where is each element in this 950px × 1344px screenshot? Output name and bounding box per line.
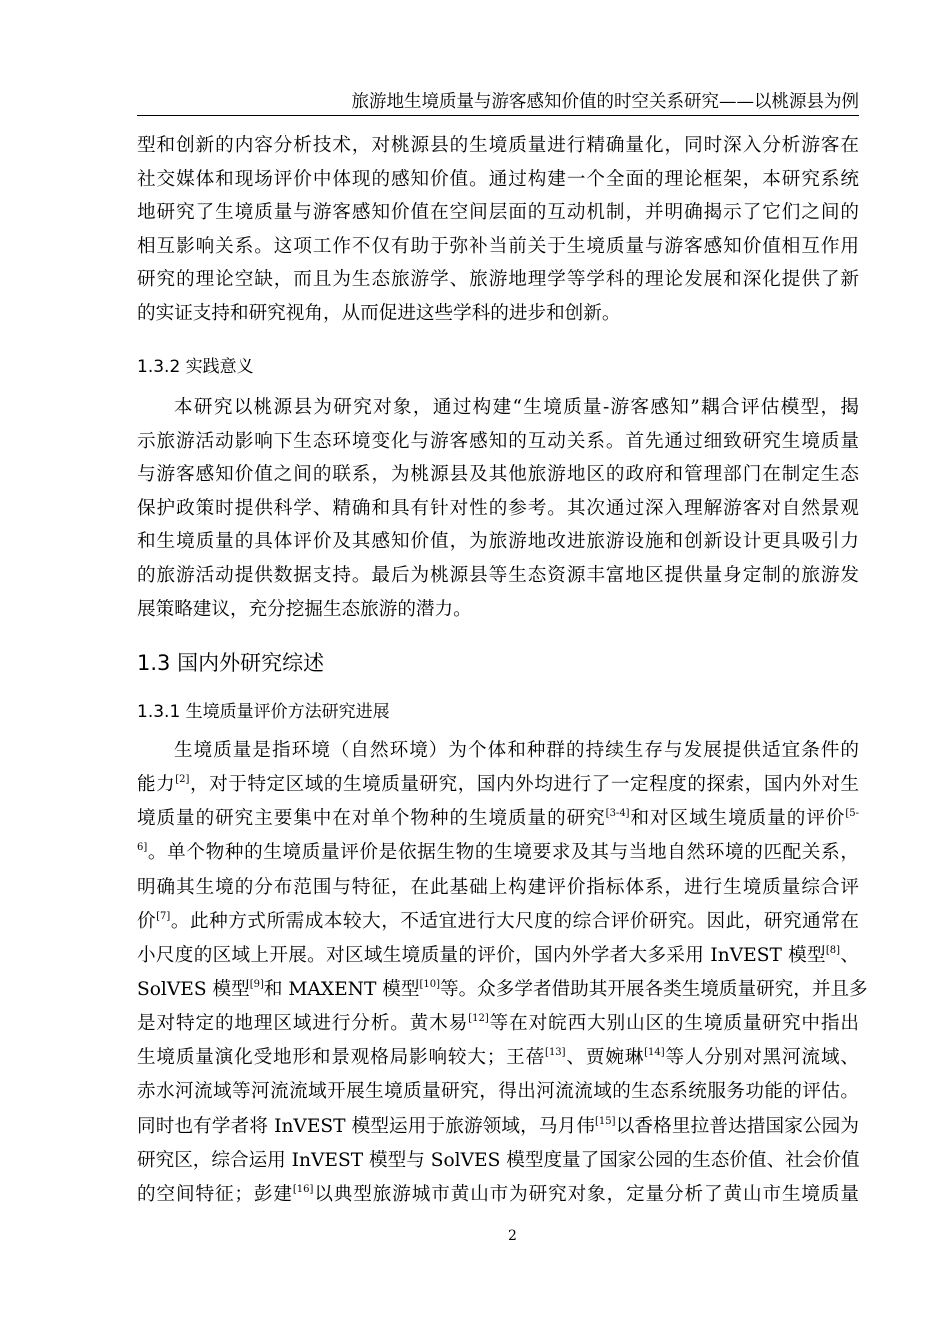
text-segment: 、 (840, 944, 859, 966)
text-line (137, 734, 859, 768)
text-line (137, 905, 859, 939)
text-line (137, 1110, 859, 1144)
text-line (137, 1178, 859, 1212)
text-segment: SolVES 模型 (137, 978, 250, 1000)
text-line (137, 297, 859, 331)
text-line (137, 196, 859, 230)
citation-superscript: [14] (644, 1047, 665, 1059)
text-line (137, 939, 859, 973)
text-segment: 等。众多学者借助其开展各类生境质量研究，并且多 (439, 978, 868, 1000)
citation-superscript: [5- (845, 808, 859, 820)
text-line (137, 391, 859, 425)
text-segment: 生境质量是指环境（自然环境）为个体和种群的持续生存与发展提供适宜条件的 (174, 740, 859, 761)
text-line (137, 230, 859, 264)
text-line (137, 458, 859, 492)
text-line (137, 768, 859, 802)
citation-superscript: 6] (137, 842, 148, 854)
citation-superscript: [15] (595, 1115, 616, 1127)
text-line (137, 559, 859, 593)
text-line (137, 525, 859, 559)
text-line (137, 593, 859, 627)
text-segment: 研究的理论空缺，而且为生态旅游学、旅游地理学等学科的理论发展和深化提供了新 (137, 269, 859, 291)
paragraph-practical-significance (137, 391, 859, 626)
text-line (137, 1144, 859, 1178)
text-line (137, 129, 859, 163)
text-segment: 的空间特征；彭建 (137, 1183, 293, 1205)
citation-superscript: [13] (545, 1047, 566, 1059)
text-line (137, 263, 859, 297)
text-segment: 地研究了生境质量与游客感知价值在空间层面的互动机制，并明确揭示了它们之间的 (137, 202, 859, 224)
text-line (137, 802, 859, 836)
citation-superscript: [9] (249, 978, 264, 990)
heading-1-3-2: 1.3.2 实践意义 (137, 357, 254, 377)
text-segment: 和生境质量的具体评价及其感知价值，为旅游地改进旅游设施和创新设计更具吸引力 (137, 531, 859, 553)
text-segment: 的实证支持和研究视角，从而促进这些学科的进步和创新。 (137, 302, 621, 324)
text-segment: 等人分别对黑河流域、 (664, 1047, 859, 1069)
text-segment: 是对特定的地理区域进行分析。黄木易 (137, 1013, 469, 1035)
text-segment: 境质量的研究主要集中在对单个物种的生境质量的研究 (137, 808, 606, 830)
text-segment: 研究区，综合运用 InVEST 模型与 SolVES 模型度量了国家公园的生态价值、社会价值 (137, 1149, 860, 1171)
paragraph-habitat-quality-methods (137, 734, 868, 1212)
text-line (137, 492, 859, 526)
text-segment: 生境质量演化受地形和景观格局影响较大；王蓓 (137, 1047, 546, 1069)
text-line (137, 163, 859, 197)
text-segment: 。单个物种的生境质量评价是依据生物的生境要求及其与当地自然环境的匹配关系， (147, 842, 859, 864)
citation-superscript: [12] (468, 1013, 489, 1025)
text-segment: 示旅游活动影响下生态环境变化与游客感知的互动关系。首先通过细致研究生境质量 (137, 430, 859, 452)
running-header: 旅游地生境质量与游客感知价值的时空关系研究——以桃源县为例 (137, 90, 859, 116)
text-segment: 相互影响关系。这项工作不仅有助于弥补当前关于生境质量与游客感知价值相互作用 (137, 235, 859, 257)
text-segment: 展策略建议，充分挖掘生态旅游的潜力。 (137, 598, 472, 620)
citation-superscript: [8] (825, 944, 841, 956)
text-segment: 保护政策时提供科学、精确和具有针对性的参考。其次通过深入理解游客对自然景观 (137, 497, 859, 519)
text-segment: 与游客感知价值之间的联系，为桃源县及其他旅游地区的政府和管理部门在制定生态 (137, 464, 859, 486)
text-segment: 以香格里拉普达措国家公园为 (615, 1115, 859, 1137)
text-segment: 同时也有学者将 InVEST 模型运用于旅游领域，马月伟 (137, 1115, 596, 1137)
citation-superscript: [7] (156, 910, 171, 922)
citation-superscript: [2] (175, 774, 190, 786)
citation-superscript: [3-4] (605, 808, 630, 820)
text-segment: 明确其生境的分布范围与特征，在此基础上构建评价指标体系，进行生境质量综合评 (137, 876, 859, 898)
text-line (137, 973, 868, 1007)
text-segment: 价 (137, 910, 157, 932)
text-segment: 。此种方式所需成本较大，不适宜进行大尺度的综合评价研究。因此，研究通常在 (170, 910, 859, 932)
heading-1-3: 1.3 国内外研究综述 (137, 651, 325, 675)
page-number: 2 (508, 1228, 517, 1244)
text-segment: 以典型旅游城市黄山市为研究对象，定量分析了黄山市生境质量 (313, 1183, 859, 1205)
text-line (137, 1007, 859, 1041)
text-segment: 赤水河流域等河流流域开展生境质量研究，得出河流流域的生态系统服务功能的评估。 (137, 1081, 859, 1103)
citation-superscript: [16] (292, 1183, 314, 1195)
text-segment: 本研究以桃源县为研究对象，通过构建“生境质量-游客感知”耦合评估模型，揭 (174, 397, 859, 418)
text-line (137, 425, 859, 459)
heading-1-3-1: 1.3.1 生境质量评价方法研究进展 (137, 702, 390, 722)
text-segment: 社交媒体和现场评价中体现的感知价值。通过构建一个全面的理论框架，本研究系统 (137, 168, 859, 190)
text-line (137, 871, 859, 905)
text-segment: ，对于特定区域的生境质量研究，国内外均进行了一定程度的探索，国内外对生 (189, 774, 859, 796)
text-line (137, 836, 859, 870)
text-segment: 和 MAXENT 模型 (263, 978, 420, 1000)
text-segment: 型和创新的内容分析技术，对桃源县的生境质量进行精确量化，同时深入分析游客在 (137, 135, 859, 156)
text-segment: 的旅游活动提供数据支持。最后为桃源县等生态资源丰富地区提供量身定制的旅游发 (137, 564, 859, 586)
text-line (137, 1041, 859, 1075)
text-segment: 小尺度的区域上开展。对区域生境质量的评价，国内外学者大多采用 InVEST 模型 (137, 944, 826, 966)
text-line (137, 1075, 859, 1109)
paragraph-theoretical-significance (137, 129, 859, 331)
text-segment: 和对区域生境质量的评价 (629, 808, 846, 830)
text-segment: 等在对皖西大别山区的生境质量研究中指出 (488, 1013, 859, 1035)
text-segment: 、贾婉琳 (565, 1047, 645, 1069)
text-segment: 能力 (137, 774, 176, 796)
citation-superscript: [10] (419, 978, 440, 990)
